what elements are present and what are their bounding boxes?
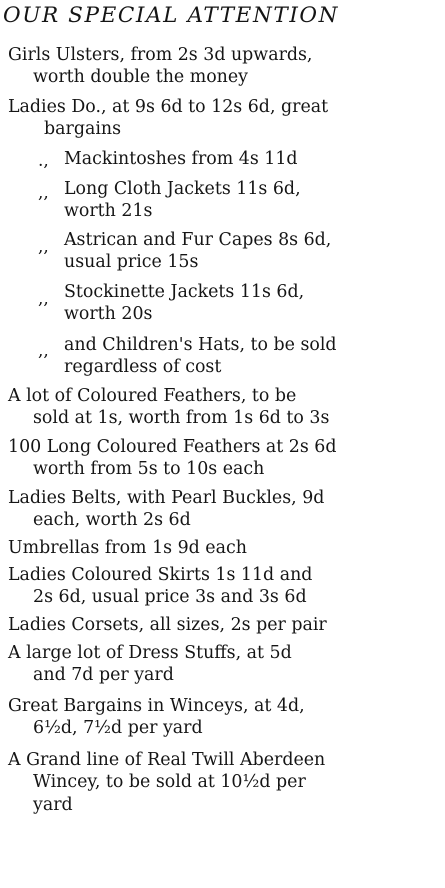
item-continuation: worth 20s: [64, 304, 153, 325]
list-item: [0, 564, 440, 609]
item-continuation: usual price 15s: [64, 252, 199, 273]
item-continuation: worth double the money: [33, 67, 248, 88]
item-line: Ladies Coloured Skirts 1s 11d and: [8, 565, 313, 585]
list-item: [0, 614, 440, 636]
item-line: Mackintoshes from 4s 11d: [64, 149, 298, 169]
item-line: A lot of Coloured Feathers, to be: [8, 386, 297, 406]
list-item: [0, 436, 440, 481]
ditto-mark: .,: [38, 151, 49, 171]
item-continuation: sold at 1s, worth from 1s 6d to 3s: [33, 408, 330, 429]
item-continuation: worth 21s: [64, 201, 153, 222]
item-line: 100 Long Coloured Feathers at 2s 6d: [8, 437, 337, 457]
item-line: Ladies Do., at 9s 6d to 12s 6d, great: [8, 97, 329, 117]
item-continuation: and 7d per yard: [33, 665, 174, 686]
list-item: [0, 537, 440, 559]
list-item: [0, 642, 440, 687]
item-continuation: regardless of cost: [64, 357, 222, 378]
list-item: [0, 44, 440, 89]
item-line: A large lot of Dress Stuffs, at 5d: [8, 643, 292, 663]
list-item: [0, 695, 440, 740]
item-continuation: worth from 5s to 10s each: [33, 459, 265, 480]
item-line: Great Bargains in Winceys, at 4d,: [8, 696, 305, 716]
item-line: Long Cloth Jackets 11s 6d,: [64, 179, 301, 199]
ditto-mark: ,,: [38, 237, 49, 257]
list-item: [0, 229, 440, 274]
item-continuation: bargains: [44, 119, 122, 140]
list-item: [0, 148, 440, 170]
item-line: A Grand line of Real Twill Aberdeen: [8, 750, 326, 770]
list-item: [0, 334, 440, 379]
list-item: [0, 385, 440, 430]
item-line: Girls Ulsters, from 2s 3d upwards,: [8, 45, 313, 65]
item-line: Umbrellas from 1s 9d each: [8, 538, 247, 558]
list-item: [0, 487, 440, 532]
ditto-mark: ,,: [38, 183, 49, 203]
ditto-mark: ,,: [38, 341, 49, 361]
item-continuation: each, worth 2s 6d: [33, 510, 191, 531]
heading: OUR SPECIAL ATTENTION: [3, 3, 340, 28]
list-item: [0, 281, 440, 326]
item-line: Astrican and Fur Capes 8s 6d,: [64, 230, 332, 250]
item-continuation: 2s 6d, usual price 3s and 3s 6d: [33, 587, 307, 608]
item-line: Ladies Belts, with Pearl Buckles, 9d: [8, 488, 325, 508]
item-line: Stockinette Jackets 11s 6d,: [64, 282, 305, 302]
list-item: [0, 178, 440, 223]
item-continuation: yard: [33, 794, 73, 815]
item-line: and Children's Hats, to be sold: [64, 335, 337, 355]
item-continuation: Wincey, to be sold at 10½d per: [33, 772, 306, 793]
list-item: [0, 749, 440, 816]
list-item: [0, 96, 440, 141]
item-line: Ladies Corsets, all sizes, 2s per pair: [8, 615, 327, 635]
ditto-mark: ,,: [38, 289, 49, 309]
item-continuation: 6½d, 7½d per yard: [33, 718, 203, 739]
